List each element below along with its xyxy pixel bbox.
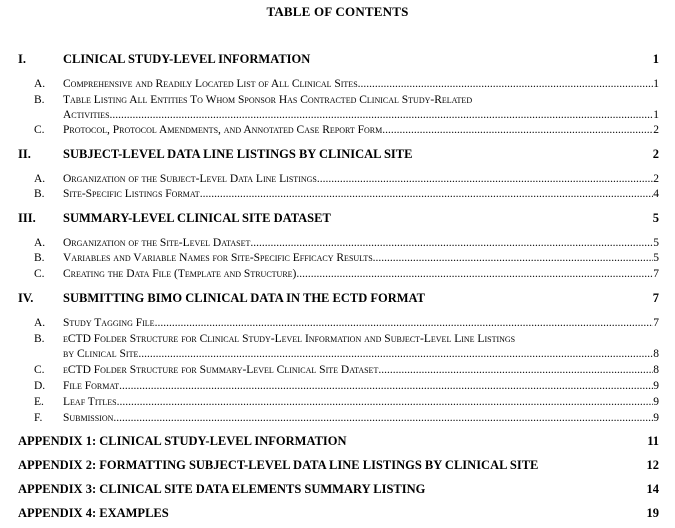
appendix-page: 14 [646,482,659,496]
dot-leader [250,235,653,251]
item-page: 1 [653,78,659,90]
toc-item-4c[interactable] [0,362,675,378]
toc-item-4b-first-line[interactable] [0,331,675,347]
appendix-title: APPENDIX 4: EXAMPLES [18,506,169,520]
section-title: CLINICAL STUDY-LEVEL INFORMATION [63,52,311,66]
toc-item-2b[interactable] [0,186,675,202]
appendix-page: 12 [646,458,659,472]
toc-item-1b[interactable] [0,107,675,123]
toc-item-3c[interactable] [0,266,675,282]
dot-leader [110,107,654,123]
toc-section-4[interactable] [0,290,675,306]
dot-leader [200,186,654,202]
item-letter: A. [34,237,46,249]
item-page: 2 [653,173,659,185]
item-letter: E. [34,396,44,408]
item-letter: B. [34,188,45,200]
item-page: 9 [653,412,659,424]
item-title: File Format [63,380,120,392]
item-letter: B. [34,333,45,345]
dot-leader [117,394,654,410]
item-page: 4 [653,188,659,200]
section-page: 2 [652,147,659,161]
item-title: Study Tagging File [63,317,155,329]
section-page: 5 [652,211,659,225]
toc-appendix-2[interactable] [0,457,675,473]
section-page: 1 [652,52,659,66]
item-title: by Clinical Site [63,348,139,360]
item-title-first-line: eCTD Folder Structure for Clinical Study-Level Information and Subject-Level Line Listings [63,333,516,345]
item-letter: B. [34,94,45,106]
section-number: II. [18,147,31,161]
item-page: 5 [653,237,659,249]
item-page: 1 [653,109,659,121]
item-title: Leaf Titles [63,396,117,408]
dot-leader [155,315,654,331]
toc-item-4e[interactable] [0,394,675,410]
dot-leader [138,346,653,362]
toc-item-2a[interactable] [0,171,675,187]
toc-section-1[interactable] [0,51,675,67]
appendix-title: APPENDIX 1: CLINICAL STUDY-LEVEL INFORMATION [18,434,347,448]
dot-leader [378,362,653,378]
item-letter: C. [34,124,45,136]
item-title: Submission [63,412,114,424]
item-letter: C. [34,268,45,280]
toc-item-1a[interactable] [0,76,675,92]
toc-item-4a[interactable] [0,315,675,331]
dot-leader [119,378,653,394]
section-title: SUBJECT-LEVEL DATA LINE LISTINGS BY CLINICAL SITE [63,147,413,161]
toc-section-3[interactable] [0,210,675,226]
item-letter: A. [34,317,46,329]
toc-appendix-4[interactable] [0,505,675,521]
appendix-page: 11 [647,434,659,448]
item-letter: A. [34,78,46,90]
toc-title: TABLE OF CONTENTS [266,4,409,19]
item-page: 8 [653,364,659,376]
toc-item-3a[interactable] [0,235,675,251]
item-title: Site-Specific Listings Format [63,188,200,200]
item-title: eCTD Folder Structure for Summary-Level Clinical Site Dataset [63,364,379,376]
section-page: 7 [652,291,659,305]
toc-item-4d[interactable] [0,378,675,394]
appendix-title: APPENDIX 3: CLINICAL SITE DATA ELEMENTS SUMMARY LISTING [18,482,426,496]
item-letter: C. [34,364,45,376]
dot-leader [382,122,653,138]
item-letter: D. [34,380,46,392]
toc-item-4b[interactable] [0,346,675,362]
dot-leader [113,410,653,426]
dot-leader [373,250,654,266]
item-page: 8 [653,348,659,360]
toc-item-4f[interactable] [0,410,675,426]
section-number: I. [18,52,26,66]
toc-item-3b[interactable] [0,250,675,266]
item-title: Protocol, Protocol Amendments, and Annotated Case Report Form [63,124,383,136]
toc-section-2[interactable] [0,146,675,162]
dot-leader [358,76,654,92]
item-page: 7 [653,317,659,329]
section-number: IV. [18,291,34,305]
appendix-title: APPENDIX 2: FORMATTING SUBJECT-LEVEL DATA LINE LISTINGS BY CLINICAL SITE [18,458,539,472]
toc-item-1c[interactable] [0,122,675,138]
toc-appendix-3[interactable] [0,481,675,497]
toc-item-1b-first-line[interactable] [0,92,675,108]
item-title: Organization of the Subject-Level Data Line Listings [63,173,317,185]
item-page: 5 [653,252,659,264]
item-title: Organization of the Site-Level Dataset [63,237,251,249]
item-title: Activities [63,109,110,121]
section-number: III. [18,211,36,225]
item-title: Comprehensive and Readily Located List of All Clinical Sites [63,78,358,90]
item-page: 9 [653,380,659,392]
item-page: 7 [653,268,659,280]
item-title-first-line: Table Listing All Entities To Whom Sponsor Has Contracted Clinical Study-Related [63,94,473,106]
section-title: SUMMARY-LEVEL CLINICAL SITE DATASET [63,211,331,225]
item-letter: A. [34,173,46,185]
item-title: Creating the Data File (Template and Structure) [63,268,297,280]
item-page: 9 [653,396,659,408]
dot-leader [296,266,653,282]
dot-leader [317,171,653,187]
item-page: 2 [653,124,659,136]
item-letter: F. [34,412,43,424]
item-title: Variables and Variable Names for Site-Specific Efficacy Results [63,252,373,264]
item-letter: B. [34,252,45,264]
toc-appendix-1[interactable] [0,433,675,449]
section-title: SUBMITTING BIMO CLINICAL DATA IN THE ECTD FORMAT [63,291,425,305]
appendix-page: 19 [646,506,659,520]
